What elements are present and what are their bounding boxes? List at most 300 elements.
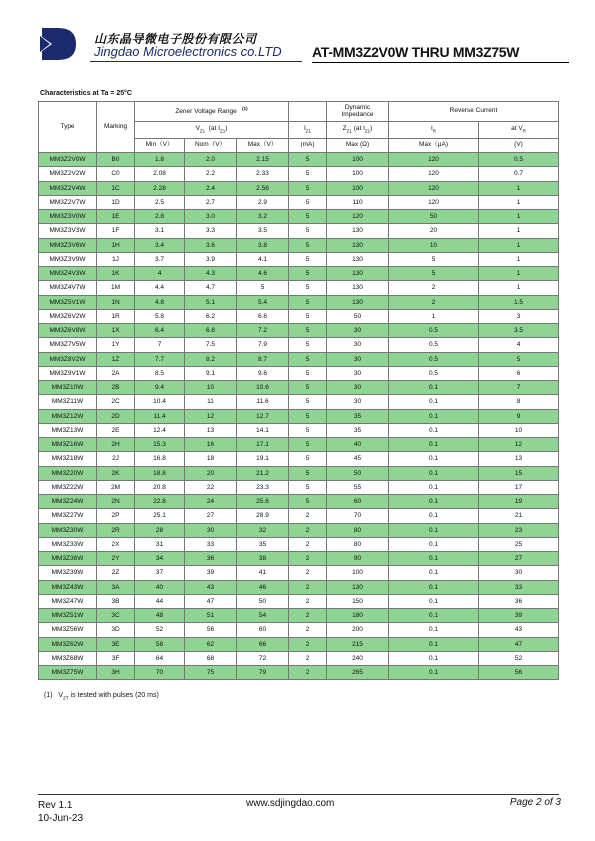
cell-iz1: 2 [289, 637, 327, 651]
cell-vr: 56 [479, 666, 559, 680]
cell-zz-max: 120 [327, 210, 389, 224]
cell-marking: 3E [97, 637, 135, 651]
cell-iz1: 5 [289, 181, 327, 195]
cell-marking: 3B [97, 594, 135, 608]
cell-iz1: 5 [289, 338, 327, 352]
cell-iz1: 5 [289, 153, 327, 167]
cell-ir-max: 0.1 [389, 438, 479, 452]
cell-iz1: 2 [289, 666, 327, 680]
cell-vz-min: 34 [135, 552, 185, 566]
cell-iz1: 5 [289, 224, 327, 238]
cell-vz-max: 19.1 [237, 452, 289, 466]
cell-zz-max: 100 [327, 153, 389, 167]
table-row [39, 167, 559, 181]
cell-marking: 1D [97, 195, 135, 209]
revision-date: 10-Jun-23 [38, 813, 84, 824]
cell-vr: 1 [479, 195, 559, 209]
cell-marking: C0 [97, 167, 135, 181]
cell-vr: 0.5 [479, 153, 559, 167]
cell-vz-max: 21.2 [237, 466, 289, 480]
cell-type: MM3Z16W [39, 438, 97, 452]
cell-vz-min: 37 [135, 566, 185, 580]
cell-iz1: 2 [289, 566, 327, 580]
cell-type: MM3Z8V2W [39, 352, 97, 366]
cell-vz-min: 3.4 [135, 238, 185, 252]
cell-vz-max: 23.3 [237, 480, 289, 494]
cell-iz1: 2 [289, 537, 327, 551]
cell-ir-max: 0.1 [389, 423, 479, 437]
cell-vr: 17 [479, 480, 559, 494]
cell-ir-max: 2 [389, 295, 479, 309]
cell-iz1: 5 [289, 309, 327, 323]
cell-marking: 1N [97, 295, 135, 309]
cell-vz-nom: 16 [185, 438, 237, 452]
cell-marking: 2C [97, 395, 135, 409]
cell-zz-max: 30 [327, 324, 389, 338]
cell-vz-nom: 3.0 [185, 210, 237, 224]
cell-zz-max: 45 [327, 452, 389, 466]
cell-vz-min: 4.8 [135, 295, 185, 309]
table-row [39, 338, 559, 352]
cell-iz1: 5 [289, 395, 327, 409]
cell-vz-max: 46 [237, 580, 289, 594]
cell-iz1: 5 [289, 281, 327, 295]
cell-vz-min: 28 [135, 523, 185, 537]
table-row [39, 480, 559, 494]
cell-vz-nom: 22 [185, 480, 237, 494]
header-at-vr: at $V_R$ [479, 122, 559, 139]
cell-ir-max: 0.1 [389, 381, 479, 395]
cell-ir-max: 2 [389, 281, 479, 295]
cell-vz-nom: 8.2 [185, 352, 237, 366]
header-reverse-current: Reverse Current [389, 102, 559, 122]
cell-marking: 1R [97, 309, 135, 323]
cell-iz1: 5 [289, 381, 327, 395]
cell-vz-max: 12.7 [237, 409, 289, 423]
cell-vz-min: 52 [135, 623, 185, 637]
cell-vz-nom: 9.1 [185, 366, 237, 380]
cell-type: MM3Z5V1W [39, 295, 97, 309]
cell-vz-max: 2.9 [237, 195, 289, 209]
cell-zz-max: 30 [327, 366, 389, 380]
website-link[interactable]: www.sdjingdao.com [246, 798, 335, 809]
cell-marking: 1Y [97, 338, 135, 352]
table-row [39, 352, 559, 366]
cell-ir-max: 10 [389, 238, 479, 252]
cell-type: MM3Z51W [39, 609, 97, 623]
cell-marking: 2D [97, 409, 135, 423]
cell-type: MM3Z47W [39, 594, 97, 608]
cell-ir-max: 0.1 [389, 637, 479, 651]
cell-vz-min: 10.4 [135, 395, 185, 409]
cell-iz1: 5 [289, 195, 327, 209]
cell-zz-max: 80 [327, 523, 389, 537]
table-row [39, 537, 559, 551]
cell-ir-max: 0.1 [389, 594, 479, 608]
cell-vz-nom: 3.3 [185, 224, 237, 238]
cell-zz-max: 180 [327, 609, 389, 623]
cell-marking: 1F [97, 224, 135, 238]
cell-vz-min: 11.4 [135, 409, 185, 423]
cell-vz-min: 40 [135, 580, 185, 594]
table-row [39, 523, 559, 537]
cell-vz-nom: 24 [185, 495, 237, 509]
header-iz1: $I_{Z1}$ [289, 122, 327, 139]
cell-iz1: 2 [289, 623, 327, 637]
characteristics-table [38, 101, 559, 680]
cell-vz-max: 6.6 [237, 309, 289, 323]
cell-vr: 23 [479, 523, 559, 537]
cell-type: MM3Z75W [39, 666, 97, 680]
cell-vz-max: 72 [237, 651, 289, 665]
cell-marking: 1J [97, 252, 135, 266]
section-title: Characteristics at Ta = 25°C [40, 90, 132, 97]
cell-vz-max: 2.33 [237, 167, 289, 181]
cell-vz-nom: 47 [185, 594, 237, 608]
cell-type: MM3Z3V3W [39, 224, 97, 238]
cell-vr: 25 [479, 537, 559, 551]
table-body [39, 153, 559, 680]
cell-vz-max: 66 [237, 637, 289, 651]
cell-vz-min: 18.8 [135, 466, 185, 480]
cell-marking: 3H [97, 666, 135, 680]
cell-ir-max: 0.1 [389, 509, 479, 523]
cell-type: MM3Z4V3W [39, 267, 97, 281]
cell-vz-max: 28.9 [237, 509, 289, 523]
table-row [39, 666, 559, 680]
cell-marking: 1M [97, 281, 135, 295]
cell-marking: 1K [97, 267, 135, 281]
cell-vz-max: 38 [237, 552, 289, 566]
cell-zz-max: 200 [327, 623, 389, 637]
cell-ir-max: 0.1 [389, 452, 479, 466]
cell-iz1: 5 [289, 324, 327, 338]
cell-type: MM3Z3V6W [39, 238, 97, 252]
cell-iz1: 5 [289, 295, 327, 309]
cell-vz-nom: 6.8 [185, 324, 237, 338]
cell-vr: 30 [479, 566, 559, 580]
table-row [39, 452, 559, 466]
cell-ir-max: 50 [389, 210, 479, 224]
cell-type: MM3Z3V9W [39, 252, 97, 266]
cell-vr: 15 [479, 466, 559, 480]
cell-vz-nom: 36 [185, 552, 237, 566]
cell-zz-max: 50 [327, 466, 389, 480]
table-row [39, 495, 559, 509]
table-row [39, 153, 559, 167]
cell-vz-min: 4 [135, 267, 185, 281]
header-ma: (mA) [289, 139, 327, 153]
cell-vz-nom: 39 [185, 566, 237, 580]
cell-vr: 9 [479, 409, 559, 423]
cell-zz-max: 30 [327, 381, 389, 395]
cell-vz-min: 6.4 [135, 324, 185, 338]
table-row [39, 381, 559, 395]
cell-zz-max: 150 [327, 594, 389, 608]
cell-ir-max: 0.1 [389, 552, 479, 566]
cell-vz-min: 9.4 [135, 381, 185, 395]
cell-vz-nom: 43 [185, 580, 237, 594]
cell-vr: 21 [479, 509, 559, 523]
cell-vz-max: 14.1 [237, 423, 289, 437]
table-row [39, 366, 559, 380]
cell-type: MM3Z6V2W [39, 309, 97, 323]
cell-ir-max: 5 [389, 252, 479, 266]
cell-ir-max: 0.1 [389, 395, 479, 409]
cell-vz-max: 4.1 [237, 252, 289, 266]
table-row [39, 552, 559, 566]
cell-vz-min: 64 [135, 651, 185, 665]
page-number: Page 2 of 3 [509, 797, 561, 808]
cell-vz-nom: 75 [185, 666, 237, 680]
table-row [39, 252, 559, 266]
cell-vz-min: 5.8 [135, 309, 185, 323]
cell-ir-max: 0.1 [389, 666, 479, 680]
table-row [39, 195, 559, 209]
cell-marking: 3A [97, 580, 135, 594]
cell-zz-max: 130 [327, 252, 389, 266]
cell-zz-max: 80 [327, 537, 389, 551]
cell-vz-nom: 62 [185, 637, 237, 651]
cell-vz-max: 7.2 [237, 324, 289, 338]
cell-ir-max: 0.1 [389, 623, 479, 637]
cell-iz1: 5 [289, 210, 327, 224]
cell-vz-nom: 6.2 [185, 309, 237, 323]
cell-marking: 1C [97, 181, 135, 195]
cell-marking: 2K [97, 466, 135, 480]
table-row [39, 438, 559, 452]
cell-vz-nom: 2.2 [185, 167, 237, 181]
cell-zz-max: 90 [327, 552, 389, 566]
cell-vr: 4 [479, 338, 559, 352]
header-type: Type [39, 102, 97, 153]
cell-iz1: 5 [289, 267, 327, 281]
cell-ir-max: 0.1 [389, 466, 479, 480]
cell-vr: 43 [479, 623, 559, 637]
cell-marking: 2E [97, 423, 135, 437]
cell-type: MM3Z2V4W [39, 181, 97, 195]
cell-iz1: 5 [289, 466, 327, 480]
cell-type: MM3Z2V2W [39, 167, 97, 181]
table-row [39, 580, 559, 594]
cell-vr: 7 [479, 381, 559, 395]
cell-zz-max: 130 [327, 238, 389, 252]
cell-ir-max: 0.1 [389, 409, 479, 423]
cell-vz-min: 4.4 [135, 281, 185, 295]
cell-vz-min: 3.1 [135, 224, 185, 238]
cell-marking: 2A [97, 366, 135, 380]
cell-ir-max: 0.1 [389, 580, 479, 594]
cell-type: MM3Z43W [39, 580, 97, 594]
table-row [39, 281, 559, 295]
cell-vz-nom: 3.9 [185, 252, 237, 266]
cell-type: MM3Z13W [39, 423, 97, 437]
cell-vz-max: 54 [237, 609, 289, 623]
cell-zz-max: 130 [327, 580, 389, 594]
cell-ir-max: 0.1 [389, 609, 479, 623]
cell-vz-max: 41 [237, 566, 289, 580]
cell-vz-min: 15.3 [135, 438, 185, 452]
cell-vz-nom: 12 [185, 409, 237, 423]
cell-vr: 52 [479, 651, 559, 665]
cell-vz-min: 7 [135, 338, 185, 352]
footer-divider [38, 794, 559, 795]
cell-type: MM3Z2V7W [39, 195, 97, 209]
cell-iz1: 5 [289, 495, 327, 509]
table-row [39, 609, 559, 623]
table-row [39, 594, 559, 608]
cell-type: MM3Z62W [39, 637, 97, 651]
cell-iz1: 2 [289, 651, 327, 665]
cell-vz-min: 16.8 [135, 452, 185, 466]
cell-marking: 2M [97, 480, 135, 494]
cell-vz-nom: 20 [185, 466, 237, 480]
cell-type: MM3Z22W [39, 480, 97, 494]
cell-vz-max: 50 [237, 594, 289, 608]
cell-iz1: 5 [289, 352, 327, 366]
cell-type: MM3Z6V8W [39, 324, 97, 338]
part-title: AT-MM3Z2V0W THRU MM3Z75W [312, 44, 520, 60]
header-marking: Marking [97, 102, 135, 153]
cell-vz-max: 79 [237, 666, 289, 680]
cell-marking: 1E [97, 210, 135, 224]
header-divider [90, 61, 302, 62]
header-dynamic-impedance: Dynamic Impedance [327, 102, 389, 122]
cell-vr: 1 [479, 181, 559, 195]
cell-vr: 39 [479, 609, 559, 623]
cell-zz-max: 215 [327, 637, 389, 651]
cell-vz-max: 8.7 [237, 352, 289, 366]
cell-zz-max: 60 [327, 495, 389, 509]
cell-type: MM3Z30W [39, 523, 97, 537]
cell-zz-max: 55 [327, 480, 389, 494]
cell-vr: 1.5 [479, 295, 559, 309]
cell-vz-max: 10.6 [237, 381, 289, 395]
cell-vz-max: 2.15 [237, 153, 289, 167]
cell-zz-max: 100 [327, 181, 389, 195]
cell-vz-nom: 2.0 [185, 153, 237, 167]
cell-vz-max: 5.4 [237, 295, 289, 309]
company-name-en: Jingdao Microelectronics co.LTD [94, 44, 282, 59]
cell-ir-max: 0.1 [389, 651, 479, 665]
cell-zz-max: 30 [327, 338, 389, 352]
header-zz: $Z_{Z1}$ (at $I_{Z1}$) [327, 122, 389, 139]
cell-vz-max: 4.6 [237, 267, 289, 281]
cell-type: MM3Z9V1W [39, 366, 97, 380]
table-row [39, 210, 559, 224]
cell-vz-max: 2.56 [237, 181, 289, 195]
company-name-cn: 山东晶导微电子股份有限公司 [94, 32, 257, 46]
cell-vz-min: 2.08 [135, 167, 185, 181]
footnote: (1) $V_{ZT}$ is tested with pulses (20 ms) [44, 692, 159, 701]
cell-vz-min: 7.7 [135, 352, 185, 366]
cell-zz-max: 100 [327, 566, 389, 580]
cell-iz1: 5 [289, 167, 327, 181]
cell-ir-max: 120 [389, 181, 479, 195]
table-row [39, 395, 559, 409]
cell-type: MM3Z68W [39, 651, 97, 665]
cell-vz-nom: 4.7 [185, 281, 237, 295]
table-row [39, 324, 559, 338]
cell-vz-max: 35 [237, 537, 289, 551]
table-row [39, 295, 559, 309]
cell-type: MM3Z24W [39, 495, 97, 509]
cell-type: MM3Z39W [39, 566, 97, 580]
cell-vr: 6 [479, 366, 559, 380]
cell-vz-nom: 11 [185, 395, 237, 409]
cell-ir-max: 120 [389, 153, 479, 167]
table-row [39, 651, 559, 665]
cell-marking: 2X [97, 537, 135, 551]
cell-ir-max: 20 [389, 224, 479, 238]
cell-ir-max: 0.5 [389, 324, 479, 338]
cell-vz-max: 32 [237, 523, 289, 537]
cell-vz-nom: 4.3 [185, 267, 237, 281]
cell-vr: 33 [479, 580, 559, 594]
cell-marking: 3D [97, 623, 135, 637]
cell-vz-min: 1.8 [135, 153, 185, 167]
cell-zz-max: 100 [327, 167, 389, 181]
cell-vz-max: 17.1 [237, 438, 289, 452]
cell-iz1: 2 [289, 552, 327, 566]
cell-ir-max: 0.5 [389, 352, 479, 366]
table-row [39, 267, 559, 281]
cell-type: MM3Z12W [39, 409, 97, 423]
cell-ir-max: 5 [389, 267, 479, 281]
cell-vz-nom: 51 [185, 609, 237, 623]
header-max: Max（V） [237, 139, 289, 153]
cell-vr: 0.7 [479, 167, 559, 181]
cell-vr: 1 [479, 281, 559, 295]
cell-ir-max: 0.1 [389, 495, 479, 509]
cell-type: MM3Z36W [39, 552, 97, 566]
cell-vz-min: 48 [135, 609, 185, 623]
cell-vz-max: 25.6 [237, 495, 289, 509]
cell-vr: 3 [479, 309, 559, 323]
cell-zz-max: 265 [327, 666, 389, 680]
cell-marking: 3C [97, 609, 135, 623]
cell-vz-nom: 33 [185, 537, 237, 551]
cell-vz-nom: 10 [185, 381, 237, 395]
cell-type: MM3Z3V0W [39, 210, 97, 224]
cell-vr: 12 [479, 438, 559, 452]
cell-vz-nom: 5.1 [185, 295, 237, 309]
cell-vz-min: 2.28 [135, 181, 185, 195]
cell-vr: 1 [479, 210, 559, 224]
cell-vz-max: 3.8 [237, 238, 289, 252]
table-row [39, 181, 559, 195]
table-row [39, 466, 559, 480]
table-row [39, 423, 559, 437]
cell-vz-max: 3.2 [237, 210, 289, 224]
cell-vz-min: 2.8 [135, 210, 185, 224]
cell-vz-min: 25.1 [135, 509, 185, 523]
cell-type: MM3Z56W [39, 623, 97, 637]
table-row [39, 409, 559, 423]
cell-vz-nom: 18 [185, 452, 237, 466]
cell-vz-min: 58 [135, 637, 185, 651]
cell-marking: 2P [97, 509, 135, 523]
cell-iz1: 5 [289, 438, 327, 452]
header-max-ohm: Max (Ω) [327, 139, 389, 153]
cell-vr: 13 [479, 452, 559, 466]
cell-vz-max: 5 [237, 281, 289, 295]
cell-marking: 1H [97, 238, 135, 252]
cell-type: MM3Z2V0W [39, 153, 97, 167]
cell-vr: 1 [479, 238, 559, 252]
cell-ir-max: 0.5 [389, 366, 479, 380]
cell-vr: 1 [479, 252, 559, 266]
